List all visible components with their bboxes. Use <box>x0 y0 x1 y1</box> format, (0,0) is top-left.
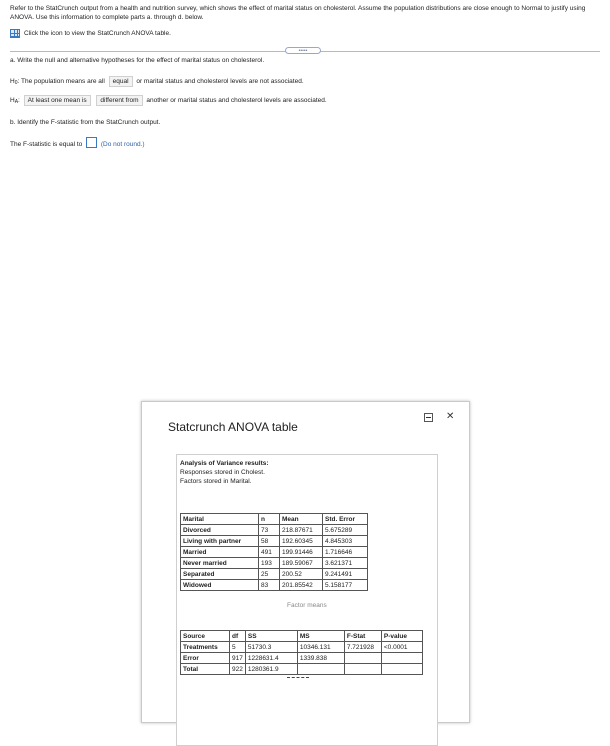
rounding-hint: (Do not round.) <box>100 141 145 148</box>
ha-row: $H_A$: At least one mean is different from another or marital status and cholesterol levels are associated. <box>10 97 327 105</box>
table-header-row: Source df SS MS F-Stat P-value <box>181 631 423 642</box>
view-anova-link[interactable] <box>10 29 171 38</box>
table-row: Separated 25 200.52 9.241491 <box>181 569 368 580</box>
table-row: Divorced 73 218.87671 5.675289 <box>181 525 368 536</box>
ha-dropdown-1[interactable]: At least one mean is <box>24 95 91 106</box>
h0-dropdown[interactable]: equal <box>109 76 133 87</box>
anova-dialog <box>141 401 470 723</box>
table-row: Married 491 199.91446 1.716646 <box>181 547 368 558</box>
h0-symbol: $H_0$ <box>10 78 18 86</box>
part-b-prompt: b. Identify the F-statistic from the StatCrunch output. <box>10 119 161 126</box>
factor-means-table <box>180 513 368 591</box>
view-anova-link-label: Click the icon to view the StatCrunch ANOVA table. <box>24 30 171 37</box>
table-row: Widowed 83 201.85542 5.158177 <box>181 580 368 591</box>
f-stat-input[interactable] <box>86 137 97 148</box>
f-stat-row: The F-statistic is equal to (Do not round.) <box>10 137 145 148</box>
part-a-prompt: a. Write the null and alternative hypotheses for the effect of marital status on cholesterol. <box>10 57 265 64</box>
results-header: Analysis of Variance results: Responses stored in Cholest. Factors stored in Marital. <box>180 460 269 485</box>
table-row: Treatments 5 51730.3 10346.131 7.721928 <0.0001 <box>181 642 423 653</box>
close-icon[interactable]: ✕ <box>446 411 455 422</box>
factor-means-caption: Factor means <box>287 602 327 609</box>
dialog-title: Statcrunch ANOVA table <box>168 420 298 434</box>
table-row: Living with partner 58 192.60345 4.845303 <box>181 536 368 547</box>
scroll-indicator <box>287 677 309 679</box>
h0-row: $H_0$: The population means are all equal or marital status and cholesterol levels are not associated. <box>10 78 304 86</box>
ha-dropdown-2[interactable]: different from <box>96 95 142 106</box>
table-header-row: Marital n Mean Std. Error <box>181 514 368 525</box>
results-panel <box>176 454 438 746</box>
table-row: Error 917 1228631.4 1339.838 <box>181 653 423 664</box>
ha-symbol: $H_A$: <box>10 97 20 105</box>
anova-table <box>180 630 423 675</box>
minimize-icon[interactable] <box>424 413 433 422</box>
problem-intro: Refer to the StatCrunch output from a health and nutrition survey, which shows the effect of marital status on cholesterol. Assume the population distributions are close enough to Normal to justify using ANOVA. Use this information to complete parts a. through d. below. <box>10 5 586 21</box>
table-row: Total 922 1280361.9 <box>181 664 423 675</box>
expand-button[interactable]: ••••• <box>285 47 321 54</box>
table-row: Never married 193 189.59067 3.621371 <box>181 558 368 569</box>
table-icon[interactable] <box>10 29 20 38</box>
